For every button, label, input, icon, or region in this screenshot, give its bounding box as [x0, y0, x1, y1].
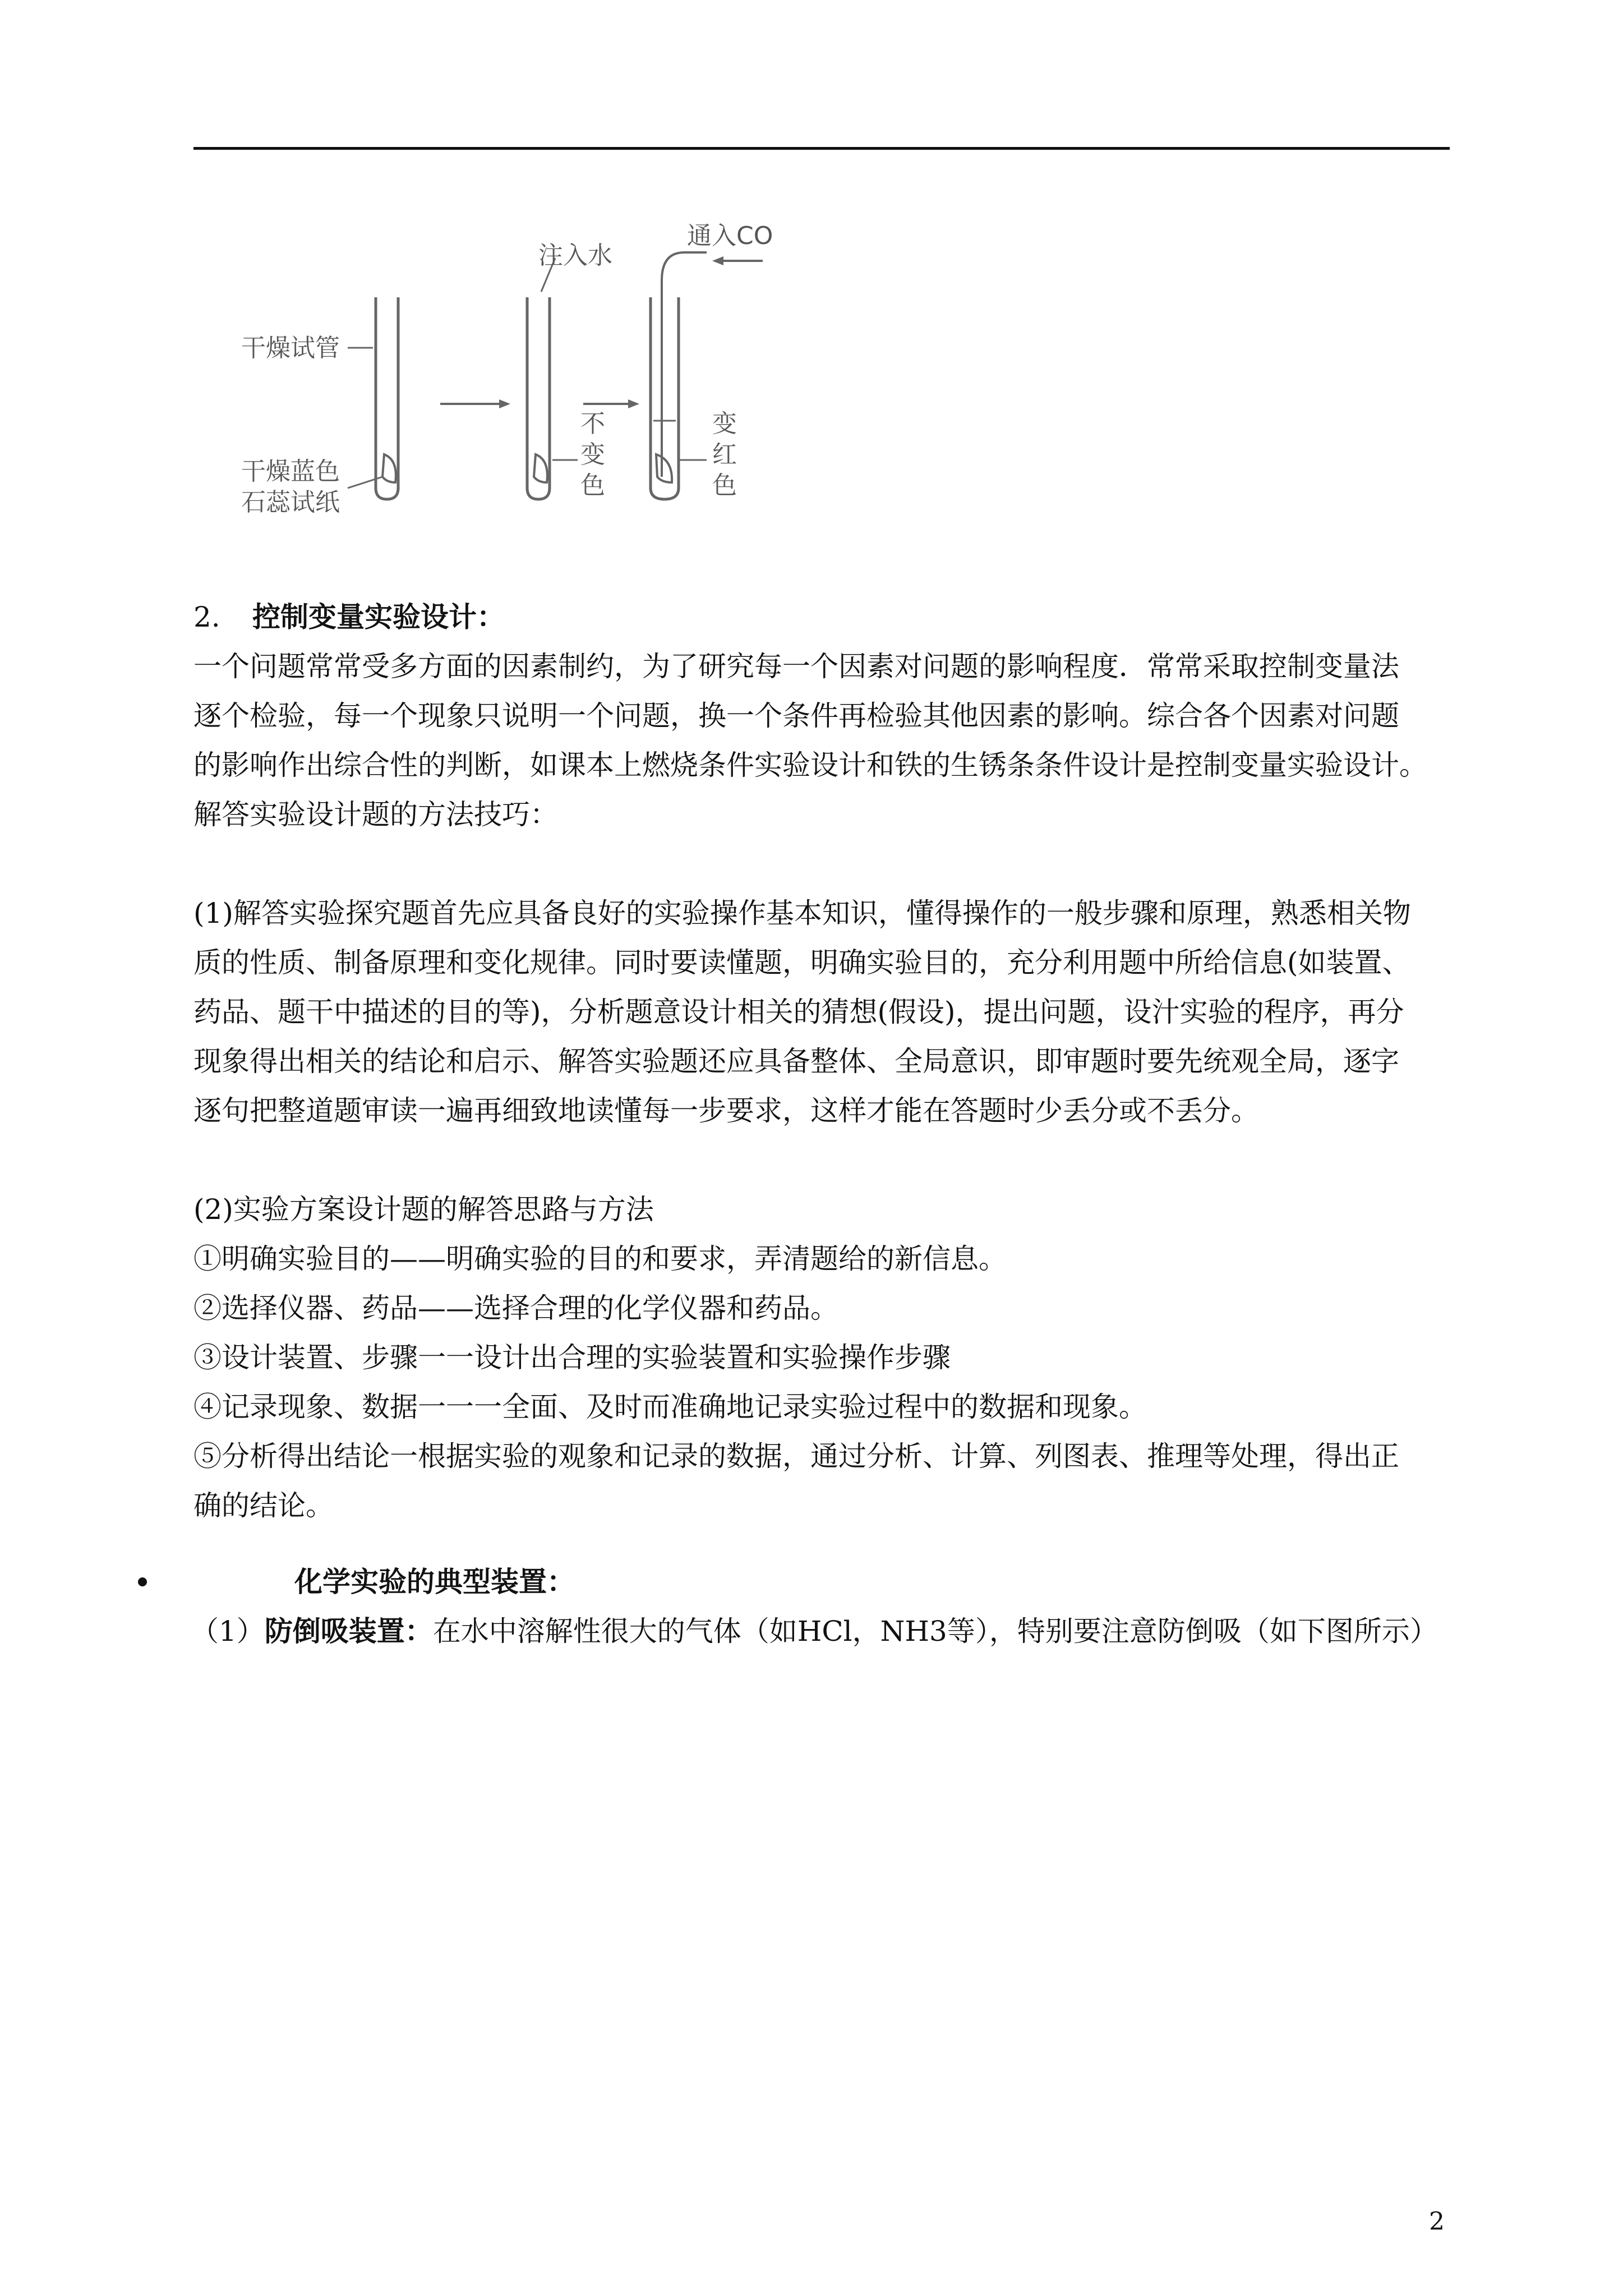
tips-2-step: 确的结论。: [193, 1489, 334, 1522]
tips-2-step: ②选择仪器、药品——选择合理的化学仪器和药品。: [193, 1292, 838, 1324]
label-no-change-2: 变: [580, 440, 605, 469]
test-tube-diagram: [236, 219, 819, 522]
header-rule: [193, 147, 1450, 150]
anti-suckback-line: [191, 1609, 1447, 1654]
co-test-tube: [651, 297, 679, 499]
experiment-figure: [236, 219, 819, 522]
label-inject-water: 注入水: [538, 241, 612, 270]
label-no-change-1: 不: [580, 409, 605, 438]
section-title: 控制变量实验设计：: [252, 600, 505, 633]
tips-1-line: 逐句把整道题审读一遍再细致地读懂每一步要求，这样才能在答题时少丢分或不丢分。: [193, 1094, 1259, 1127]
tips-2-heading: (2)实验方案设计题的解答思路与方法: [193, 1193, 654, 1226]
tips-2-step: ①明确实验目的——明确实验的目的和要求，弄清题给的新信息。: [193, 1243, 1007, 1275]
section-2-paragraph-line: 解答实验设计题的方法技巧：: [193, 798, 558, 831]
tips-1-line: 药品、题干中描述的目的等)，分析题意设计相关的猜想(假设)，提出问题，设汁实验的程序，再分: [193, 996, 1404, 1028]
section-2-paragraph-line: 的影响作出综合性的判断，如课本上燃烧条件实验设计和铁的生锈条条件设计是控制变量实验设计。: [193, 749, 1427, 781]
label-turn-red-1: 变: [712, 409, 737, 438]
page-number: 2: [1429, 2207, 1445, 2236]
tips-1-line: (1)解答实验探究题首先应具备良好的实验操作基本知识，懂得操作的一般步骤和原理，熟悉相关物: [193, 897, 1411, 930]
tips-1-line: 质的性质、制备原理和变化规律。同时要读懂题，明确实验目的，充分利用题中所给信息(如装置、: [193, 946, 1410, 979]
litmus-paper-3: [656, 454, 672, 482]
label-turn-red-3: 色: [712, 471, 737, 500]
section-2-paragraph-line: 一个问题常常受多方面的因素制约，为了研究每一个因素对问题的影响程度．常常采取控制变量法: [193, 650, 1399, 683]
tips-1-line: 现象得出相关的结论和启示、解答实验题还应具备整体、全局意识，即审题时要先统观全局，逐字: [193, 1045, 1399, 1078]
section-2-heading: [193, 595, 1450, 639]
litmus-paper-1: [382, 454, 396, 482]
label-litmus-line2: 石蕊试纸: [241, 488, 340, 517]
label-litmus-line1: 干燥蓝色: [241, 457, 340, 486]
label-dry-tube: 干燥试管: [241, 334, 340, 362]
typical-devices-heading: 化学实验的典型装置：: [294, 1565, 575, 1598]
label-no-change-3: 色: [580, 471, 605, 500]
device-description: 在水中溶解性很大的气体（如HCl，NH3等），特别要注意防倒吸（如下图所示）: [432, 1615, 1438, 1648]
tips-2-step: ⑤分析得出结论一根据实验的观象和记录的数据，通过分析、计算、列图表、推理等处理，得出正: [193, 1440, 1399, 1473]
label-pass-co: 通入CO: [687, 222, 773, 250]
litmus-paper-2: [534, 454, 547, 482]
device-number: （1）: [191, 1615, 265, 1648]
bullet-icon: [138, 1577, 147, 1586]
tips-2-step: ③设计装置、步骤一一设计出合理的实验装置和实验操作步骤: [193, 1341, 951, 1374]
section-number: 2.: [193, 601, 220, 633]
tips-2-step: ④记录现象、数据一一一全面、及时而准确地记录实验过程中的数据和现象。: [193, 1391, 1147, 1423]
section-2-paragraph-line: 逐个检验，每一个现象只说明一个问题，换一个条件再检验其他因素的影响。综合各个因素对问题: [193, 700, 1399, 732]
label-turn-red-2: 红: [712, 440, 737, 469]
device-name: 防倒吸装置：: [264, 1614, 433, 1648]
